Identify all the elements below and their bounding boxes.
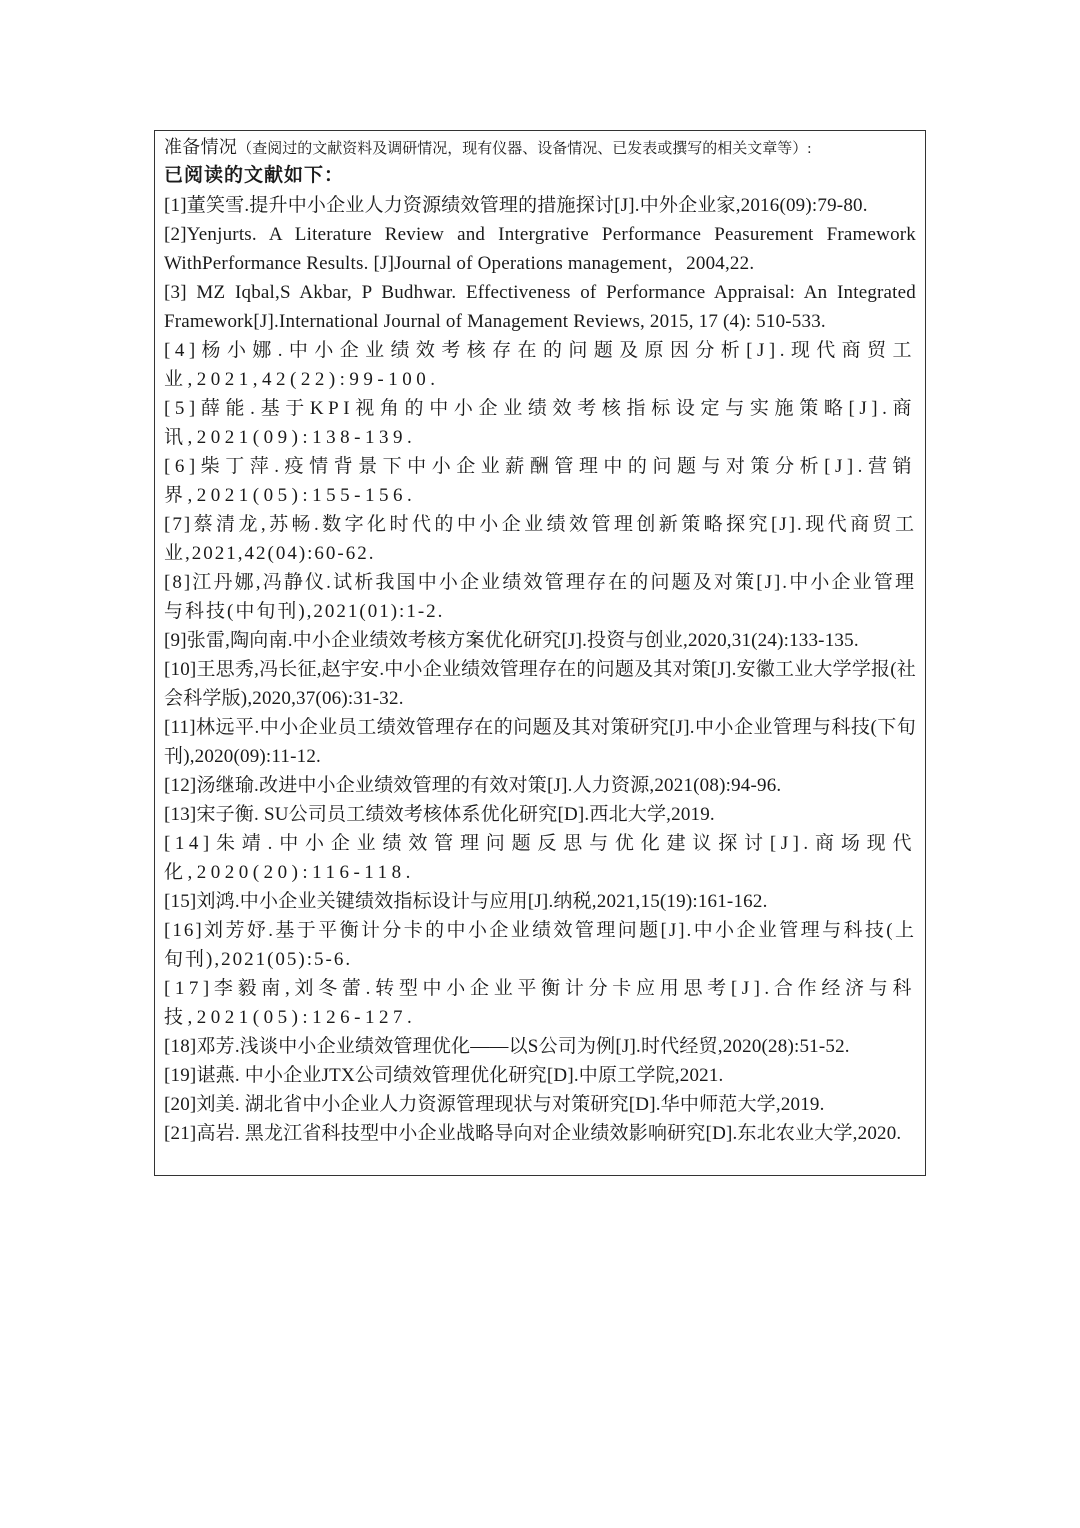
reference-item: [2]Yenjurts. A Literature Review and Intergrative Performance Peasurement Framework WithPerformance Results. [J]Journal of Operations management，2004,22. [164, 224, 916, 274]
section-heading [164, 134, 916, 162]
preparation-section-box [154, 130, 926, 1176]
reference-item: [5]薛能.基于KPI视角的中小企业绩效考核指标设定与实施策略[J].商讯,2021(09):138-139. [164, 398, 916, 448]
reference-item: [6]柴丁萍.疫情背景下中小企业薪酬管理中的问题与对策分析[J].营销界,2021(05):155-156. [164, 456, 916, 506]
reference-item: [18]邓芳.浅谈中小企业绩效管理优化——以S公司为例[J].时代经贸,2020(28):51-52. [164, 1036, 850, 1057]
reference-item: [1]董笑雪.提升中小企业人力资源绩效管理的措施探讨[J].中外企业家,2016(09):79-80. [164, 195, 868, 216]
reference-item: [14]朱靖.中小企业绩效管理问题反思与优化建议探讨[J].商场现代化,2020(20):116-118. [164, 833, 916, 883]
reference-item: [16]刘芳妤.基于平衡计分卡的中小企业绩效管理问题[J].中小企业管理与科技(上旬刊),2021(05):5-6. [164, 920, 916, 970]
reference-item: [9]张雷,陶向南.中小企业绩效考核方案优化研究[J].投资与创业,2020,31(24):133-135. [164, 630, 859, 651]
reference-item: [19]谌燕. 中小企业JTX公司绩效管理优化研究[D].中原工学院,2021. [164, 1065, 724, 1086]
reference-item: [13]宋子衡. SU公司员工绩效考核体系优化研究[D].西北大学,2019. [164, 804, 715, 825]
reference-item: [8]江丹娜,冯静仪.试析我国中小企业绩效管理存在的问题及对策[J].中小企业管理与科技(中旬刊),2021(01):1-2. [164, 572, 916, 622]
section-note: （查阅过的文献资料及调研情况，现有仪器、设备情况、已发表或撰写的相关文章等）: [237, 141, 812, 157]
reference-item: [3] MZ Iqbal,S Akbar, P Budhwar. Effectiveness of Performance Appraisal: An Integrated Framework[J].International Journal of Management Reviews, 2015, 17 (4): 510-533. [164, 282, 916, 332]
reference-item: [21]高岩. 黑龙江省科技型中小企业战略导向对企业绩效影响研究[D].东北农业大学,2020. [164, 1123, 902, 1144]
reference-item: [12]汤继瑜.改进中小企业绩效管理的有效对策[J].人力资源,2021(08):94-96. [164, 775, 782, 796]
reference-item: [7]蔡清龙,苏畅.数字化时代的中小企业绩效管理创新策略探究[J].现代商贸工业,2021,42(04):60-62. [164, 514, 916, 564]
reference-item: [20]刘美. 湖北省中小企业人力资源管理现状与对策研究[D].华中师范大学,2019. [164, 1094, 825, 1115]
reference-item: [10]王思秀,冯长征,赵宇安.中小企业绩效管理存在的问题及其对策[J].安徽工业大学学报(社会科学版),2020,37(06):31-32. [164, 659, 916, 709]
reference-item: [15]刘鸿.中小企业关键绩效指标设计与应用[J].纳税,2021,15(19):161-162. [164, 891, 768, 912]
section-title: 准备情况 [164, 137, 238, 157]
reference-list [164, 191, 916, 1148]
reference-item: [4]杨小娜.中小企业绩效考核存在的问题及原因分析[J].现代商贸工业,2021,42(22):99-100. [164, 340, 916, 390]
reference-item: [17]李毅南,刘冬蕾.转型中小企业平衡计分卡应用思考[J].合作经济与科技,2021(05):126-127. [164, 978, 916, 1028]
reference-item: [11]林远平.中小企业员工绩效管理存在的问题及其对策研究[J].中小企业管理与科技(下旬刊),2020(09):11-12. [164, 717, 916, 767]
reading-list-heading: 已阅读的文献如下： [164, 165, 345, 186]
